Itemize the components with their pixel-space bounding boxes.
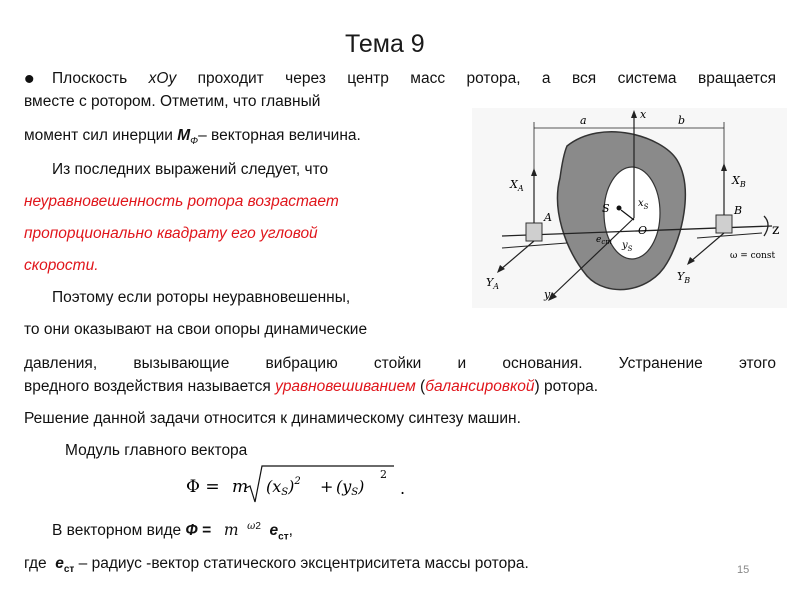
- formula-lhs: Φ =: [186, 477, 220, 497]
- svg-text:A: A: [544, 211, 552, 224]
- paragraph-line: то они оказывают на свои опоры динамические: [24, 321, 368, 338]
- highlight-line: пропорционально квадрату его угловой: [24, 225, 318, 242]
- svg-text:eст: $e_{ст}$: [596, 235, 612, 246]
- bearing-a-icon: [526, 223, 542, 241]
- where-line: где $e_{ст}$ – радиус -вектор статического эксцентриситета массы ротора.: [24, 555, 529, 576]
- svg-text:yS: $y_S$: [622, 240, 633, 253]
- svg-text:(yS): (yS): [336, 477, 365, 498]
- svg-text:a: a: [580, 114, 587, 127]
- modulus-formula: [186, 462, 426, 506]
- paragraph-line: вредного воздействия называется уравновешиванием (балансировкой) ротора.: [24, 378, 599, 395]
- svg-text:XB: $X_B$: [732, 174, 746, 189]
- svg-text:XA: $X_A$: [510, 178, 524, 193]
- paragraph-line: Плоскость xOy проходит через центр масс ротора, а вся система вращается: [52, 70, 776, 87]
- svg-text:O: O: [638, 224, 648, 237]
- vector-form-line: В векторном виде Ф = m $^{\omega 2}$ $e_{ст}$,: [52, 521, 293, 543]
- highlight-line: скорости.: [24, 257, 99, 274]
- svg-text:2: 2: [380, 468, 387, 481]
- svg-text:.: .: [400, 479, 406, 498]
- svg-text:(xS)2: (xS)$^2$: [266, 476, 301, 498]
- paragraph-line: Из последних выражений следует, что: [52, 161, 329, 178]
- svg-text:b: b: [678, 114, 686, 127]
- svg-text:B: B: [734, 204, 743, 217]
- svg-text:+: +: [320, 477, 334, 496]
- bullet-dot: •: [24, 63, 35, 96]
- svg-text:xS: $x_S$: [638, 198, 649, 211]
- formula-mass: m: [232, 477, 249, 497]
- page-number: 15: [737, 564, 750, 576]
- paragraph-line: вместе с ротором. Отметим, что главный: [24, 93, 321, 110]
- svg-text:YB: $Y_B$: [677, 270, 691, 285]
- paragraph-line: момент сил инерции $M_Ф-$ векторная величина.: [24, 127, 361, 148]
- svg-text:YA: $Y_A$: [486, 276, 500, 291]
- highlight-line: неуравновешенность ротора возрастает: [24, 193, 339, 210]
- slide-title: Тема 9: [345, 30, 425, 58]
- paragraph-line: Решение данной задачи относится к динамическому синтезу машин.: [24, 410, 521, 427]
- svg-text:ω = const: ω = const: [730, 251, 776, 261]
- bearing-b-icon: [716, 215, 732, 233]
- svg-text:S: S: [602, 202, 610, 215]
- modulus-label: Модуль главного вектора: [65, 442, 248, 459]
- svg-text:y: y: [544, 288, 551, 301]
- paragraph-line: давления, вызывающие вибрацию стойки и основания. Устранение этого: [24, 355, 776, 372]
- svg-text:x: x: [640, 108, 647, 121]
- paragraph-line: Поэтому если роторы неуравновешенны,: [52, 289, 351, 306]
- rotor-diagram: [472, 108, 787, 308]
- svg-text:z: z: [772, 222, 780, 238]
